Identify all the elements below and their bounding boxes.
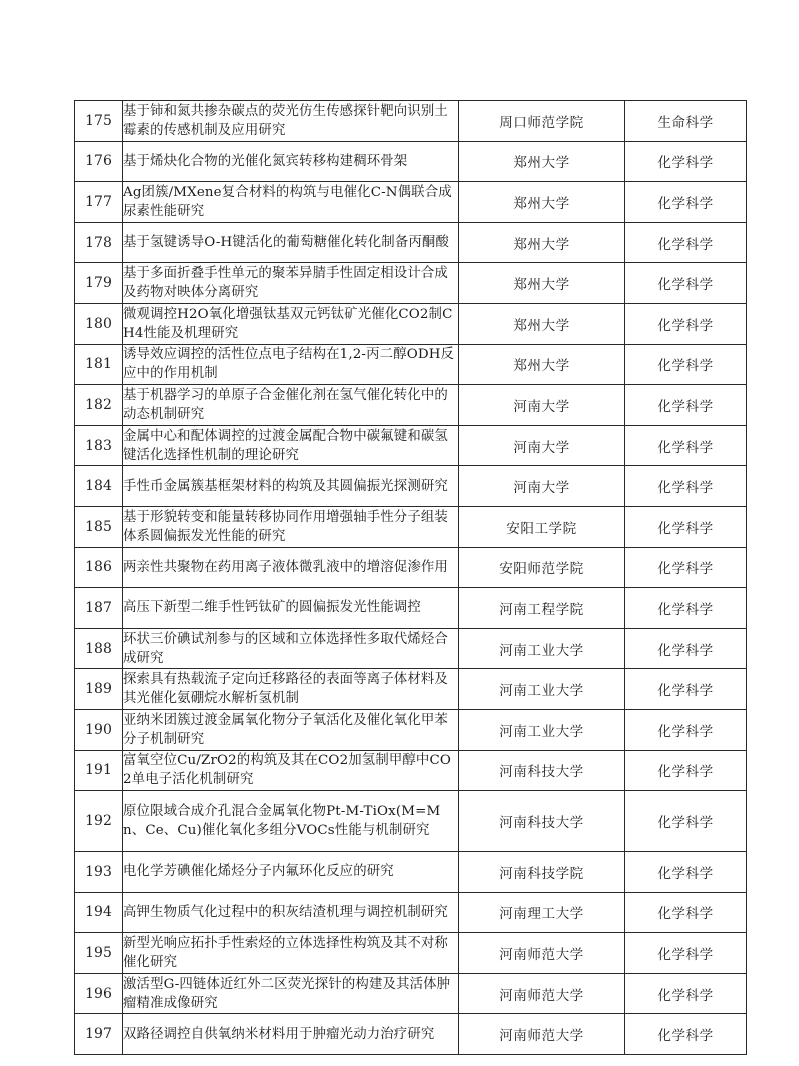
project-title: 探索具有热载流子定向迁移路径的表面等离子体材料及其光催化氨硼烷水解析氢机制 [123,669,459,710]
project-title: 环状三价碘试剂参与的区域和立体选择性多取代烯烃合成研究 [123,628,459,669]
table-row [75,425,747,466]
project-title: 两亲性共聚物在药用离子液体微乳液中的增溶促渗作用 [123,547,459,588]
row-number: 176 [75,141,123,182]
row-number: 192 [75,791,123,852]
discipline: 化学科学 [625,933,747,974]
table-row [75,973,747,1014]
table-row [75,385,747,426]
project-title: 金属中心和配体调控的过渡金属配合物中碳氟键和碳氢键活化选择性机制的理论研究 [123,425,459,466]
discipline: 化学科学 [625,669,747,710]
discipline: 化学科学 [625,791,747,852]
discipline: 化学科学 [625,628,747,669]
project-title: 基于铈和氮共掺杂碳点的荧光仿生传感探针靶向识别土霉素的传感机制及应用研究 [123,101,459,142]
table-row [75,628,747,669]
project-title: 亚纳米团簇过渡金属氧化物分子氧活化及催化氧化甲苯分子机制研究 [123,709,459,750]
row-number: 195 [75,933,123,974]
university-name: 安阳师范学院 [459,547,625,588]
project-title: 激活型G-四链体近红外二区荧光探针的构建及其活体肿瘤精准成像研究 [123,973,459,1014]
table-row [75,709,747,750]
university-name: 郑州大学 [459,141,625,182]
project-title: 高压下新型二维手性钙钛矿的圆偏振发光性能调控 [123,588,459,629]
project-title: 高钾生物质气化过程中的积灰结渣机理与调控机制研究 [123,892,459,933]
university-name: 河南大学 [459,425,625,466]
table-row [75,141,747,182]
row-number: 181 [75,344,123,385]
project-title: 微观调控H2O氧化增强钛基双元钙钛矿光催化CO2制CH4性能及机理研究 [123,303,459,344]
row-number: 188 [75,628,123,669]
table-row [75,466,747,507]
discipline: 化学科学 [625,547,747,588]
project-title: 基于多面折叠手性单元的聚苯异腈手性固定相设计合成及药物对映体分离研究 [123,263,459,304]
discipline: 化学科学 [625,466,747,507]
table-row [75,933,747,974]
university-name: 河南工业大学 [459,669,625,710]
project-title: 富氧空位Cu/ZrO2的构筑及其在CO2加氢制甲醇中CO2单电子活化机制研究 [123,750,459,791]
university-name: 河南理工大学 [459,892,625,933]
university-name: 安阳工学院 [459,506,625,547]
university-name: 河南师范大学 [459,1014,625,1055]
row-number: 194 [75,892,123,933]
row-number: 185 [75,506,123,547]
row-number: 184 [75,466,123,507]
discipline: 化学科学 [625,222,747,263]
table-row [75,892,747,933]
project-title: 新型光响应拓扑手性索烃的立体选择性构筑及其不对称催化研究 [123,933,459,974]
row-number: 183 [75,425,123,466]
university-name: 周口师范学院 [459,101,625,142]
university-name: 郑州大学 [459,303,625,344]
university-name: 郑州大学 [459,263,625,304]
university-name: 河南科技学院 [459,852,625,893]
discipline: 化学科学 [625,750,747,791]
row-number: 180 [75,303,123,344]
row-number: 196 [75,973,123,1014]
row-number: 182 [75,385,123,426]
discipline: 化学科学 [625,182,747,223]
project-title: 基于氢键诱导O-H键活化的葡萄糖催化转化制备丙酮酸 [123,222,459,263]
discipline: 化学科学 [625,425,747,466]
project-title: 双路径调控自供氧纳米材料用于肿瘤光动力治疗研究 [123,1014,459,1055]
row-number: 179 [75,263,123,304]
university-name: 郑州大学 [459,222,625,263]
table-row [75,182,747,223]
university-name: 河南大学 [459,385,625,426]
row-number: 193 [75,852,123,893]
discipline: 化学科学 [625,141,747,182]
project-title: 手性币金属簇基框架材料的构筑及其圆偏振光探测研究 [123,466,459,507]
university-name: 河南科技大学 [459,791,625,852]
row-number: 178 [75,222,123,263]
discipline: 生命科学 [625,101,747,142]
discipline: 化学科学 [625,263,747,304]
project-title: 基于形貌转变和能量转移协同作用增强轴手性分子组装体系圆偏振发光性能的研究 [123,506,459,547]
project-title: 基于烯炔化合物的光催化氮宾转移构建稠环骨架 [123,141,459,182]
project-title: Ag团簇/MXene复合材料的构筑与电催化C-N偶联合成尿素性能研究 [123,182,459,223]
project-title: 诱导效应调控的活性位点电子结构在1,2-丙二醇ODH反应中的作用机制 [123,344,459,385]
project-table-body [75,101,747,1055]
university-name: 河南大学 [459,466,625,507]
discipline: 化学科学 [625,973,747,1014]
row-number: 189 [75,669,123,710]
university-name: 河南科技大学 [459,750,625,791]
table-row [75,222,747,263]
project-title: 原位限域合成介孔混合金属氧化物Pt-M-TiOx(M=Mn、Ce、Cu)催化氧化多组分VOCs性能与机制研究 [123,791,459,852]
discipline: 化学科学 [625,588,747,629]
university-name: 河南工业大学 [459,628,625,669]
row-number: 177 [75,182,123,223]
row-number: 175 [75,101,123,142]
row-number: 187 [75,588,123,629]
university-name: 郑州大学 [459,344,625,385]
row-number: 190 [75,709,123,750]
university-name: 河南师范大学 [459,973,625,1014]
table-row [75,263,747,304]
row-number: 191 [75,750,123,791]
table-row [75,344,747,385]
table-row [75,750,747,791]
university-name: 河南工业大学 [459,709,625,750]
university-name: 河南工程学院 [459,588,625,629]
table-row [75,852,747,893]
table-row [75,506,747,547]
table-row [75,588,747,629]
row-number: 186 [75,547,123,588]
discipline: 化学科学 [625,709,747,750]
project-title: 基于机器学习的单原子合金催化剂在氢气催化转化中的动态机制研究 [123,385,459,426]
project-table [74,100,747,1055]
discipline: 化学科学 [625,506,747,547]
university-name: 河南师范大学 [459,933,625,974]
discipline: 化学科学 [625,892,747,933]
table-row [75,1014,747,1055]
table-row [75,547,747,588]
university-name: 郑州大学 [459,182,625,223]
discipline: 化学科学 [625,385,747,426]
row-number: 197 [75,1014,123,1055]
discipline: 化学科学 [625,852,747,893]
table-row [75,791,747,852]
discipline: 化学科学 [625,344,747,385]
table-row [75,669,747,710]
table-row [75,303,747,344]
discipline: 化学科学 [625,1014,747,1055]
table-row [75,101,747,142]
discipline: 化学科学 [625,303,747,344]
project-title: 电化学芳碘催化烯烃分子内氟环化反应的研究 [123,852,459,893]
